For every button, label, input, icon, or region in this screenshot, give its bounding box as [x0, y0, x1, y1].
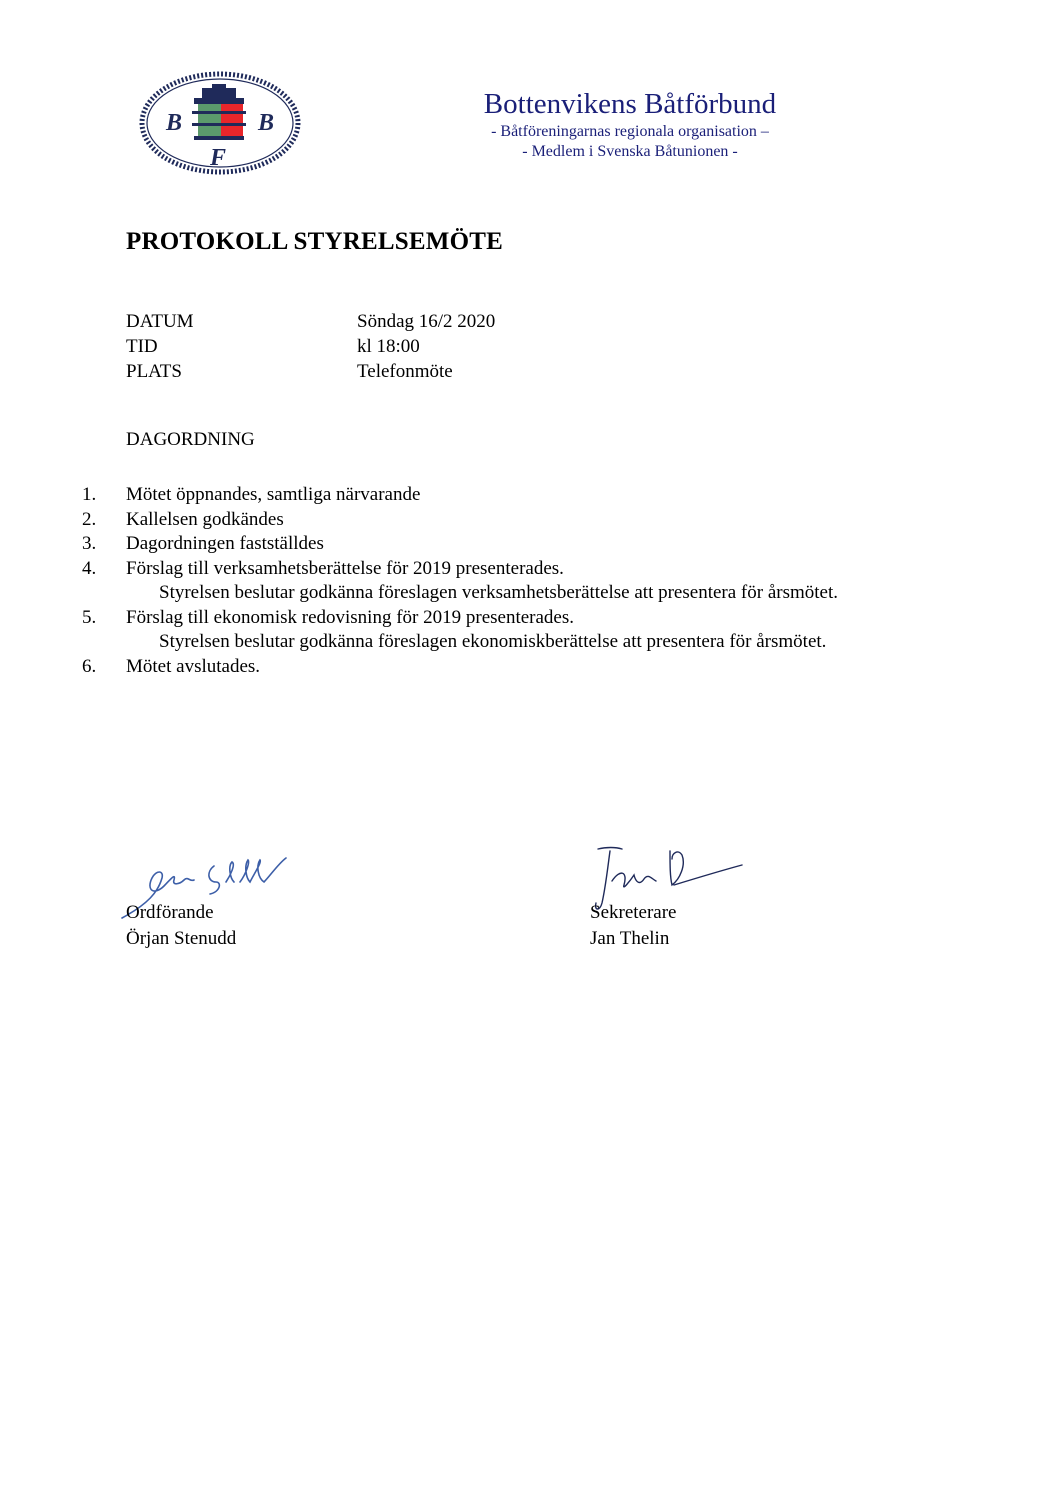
org-header [440, 86, 820, 162]
agenda-heading: DAGORDNING [126, 429, 255, 450]
signature-block-secretary [590, 900, 677, 951]
logo-letter-right: B [258, 110, 275, 136]
meta-value: Söndag 16/2 2020 [357, 311, 496, 332]
agenda-item-number: 1. [82, 484, 97, 505]
meta-value: kl 18:00 [357, 336, 420, 357]
agenda-item [82, 655, 1042, 680]
agenda-item [82, 557, 1042, 582]
agenda-item-number: 5. [82, 606, 97, 628]
agenda-item [82, 532, 1042, 557]
agenda-item-decision: Styrelsen beslutar godkänna föreslagen ekonomiskberättelse att presentera för årsmötet. [159, 631, 827, 652]
agenda-item-text: Kallelsen godkändes [126, 508, 284, 530]
agenda-item-number: 6. [82, 655, 97, 677]
meta-row-place [126, 359, 495, 384]
meta-row-time [126, 334, 495, 359]
agenda-item-text: Förslag till verksamhetsberättelse för 2019 presenterades. [126, 557, 564, 579]
document-title: PROTOKOLL STYRELSEMÖTE [126, 228, 503, 255]
meta-value: Telefonmöte [357, 361, 453, 382]
signature-name: Örjan Stenudd [126, 927, 237, 949]
agenda-item-number: 2. [82, 508, 97, 530]
signature-role: Ordförande [126, 902, 214, 923]
agenda-list [82, 483, 1042, 679]
agenda-item [82, 508, 1042, 533]
agenda-item-number: 4. [82, 557, 97, 579]
meta-key: DATUM [126, 311, 194, 332]
meeting-meta [126, 309, 495, 384]
logo-letter-bottom: F [210, 145, 227, 171]
agenda-item-text: Mötet öppnandes, samtliga närvarande [126, 484, 421, 505]
meta-key: PLATS [126, 361, 182, 382]
logo-letter-left: B [166, 110, 183, 136]
agenda-item-number: 3. [82, 533, 97, 554]
signature-role: Sekreterare [590, 902, 677, 923]
agenda-item-decision: Styrelsen beslutar godkänna föreslagen verksamhetsberättelse att presentera för årsmötet. [159, 582, 838, 603]
org-tagline-1: - Båtföreningarnas regionala organisation – [491, 123, 769, 140]
agenda-item-text: Dagordningen fastställdes [126, 533, 324, 554]
signature-name: Jan Thelin [590, 927, 670, 949]
agenda-item-text: Förslag till ekonomisk redovisning för 2019 presenterades. [126, 606, 575, 628]
meta-key: TID [126, 336, 158, 357]
org-name: Bottenvikens Båtförbund [483, 88, 777, 120]
org-tagline-2: - Medlem i Svenska Båtunionen - [522, 143, 738, 160]
agenda-item [82, 606, 1042, 631]
agenda-item-text: Mötet avslutades. [126, 655, 261, 677]
bbf-logo [138, 70, 302, 176]
signature-block-chairman [126, 900, 236, 951]
agenda-item [82, 483, 1042, 508]
meta-row-date [126, 309, 495, 334]
